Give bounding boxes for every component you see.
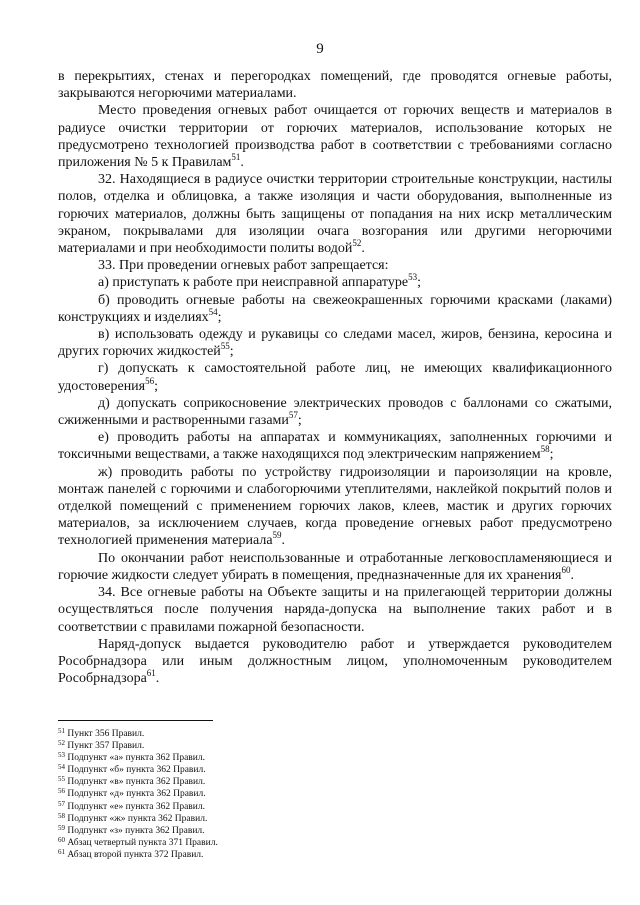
footnote-ref[interactable]: 54 bbox=[208, 306, 218, 317]
paragraph-text: 34. Все огневые работы на Объекте защиты и на прилегающей территории должны осуществляться после получения наряда-допуска на выполнение таких работ и в соответствии с правилами пожарной безопасности. bbox=[58, 585, 612, 635]
paragraph-punct: ; bbox=[417, 275, 421, 291]
paragraph bbox=[58, 274, 612, 291]
paragraph-punct: ; bbox=[229, 344, 234, 360]
paragraph bbox=[58, 102, 612, 171]
paragraph bbox=[58, 429, 612, 463]
footnote-item bbox=[58, 813, 612, 825]
paragraph-text: 32. Находящиеся в радиусе очистки территории строительные конструкции, настилы полов, отделка и облицовка, а также изоляция и части оборудования, выполненные из горючих материалов, должны быть защищены от попадания на них искр металлическим экраном, покрывалами для изоляции очага возгорания или другими негорючими материалами и при необходимости политы водой bbox=[58, 172, 612, 257]
paragraph-text: Место проведения огневых работ очищается от горючих веществ и материалов в радиусе очистки территории от горючих материалов, использование которых не предусмотрено технологией производства работ в соответствии с требованиями согласно приложения № 5 к Правилам bbox=[58, 103, 612, 171]
paragraph-text: а) приступать к работе при неисправной аппаратуре bbox=[98, 275, 409, 291]
paragraph bbox=[58, 326, 612, 360]
paragraph bbox=[58, 68, 612, 102]
footnote-item bbox=[58, 764, 612, 776]
footnote-text: Подпункт «ж» пункта 362 Правил. bbox=[67, 813, 208, 824]
paragraph-text: б) проводить огневые работы на свежеокрашенных горючими красками (лаками) конструкциях и изделиях bbox=[58, 292, 612, 325]
footnote-number: 61 bbox=[58, 847, 65, 856]
paragraph-punct: . bbox=[570, 567, 575, 583]
footnote-item bbox=[58, 728, 612, 740]
footnote-ref[interactable]: 52 bbox=[352, 238, 362, 249]
paragraph-punct: . bbox=[281, 533, 286, 549]
footnote-item bbox=[58, 776, 612, 788]
paragraph-text: 33. При проведении огневых работ запрещается: bbox=[98, 258, 389, 274]
paragraph bbox=[58, 360, 612, 394]
footnote-item bbox=[58, 825, 612, 837]
paragraph-punct: ; bbox=[217, 309, 222, 325]
footnote-item bbox=[58, 752, 612, 764]
paragraph bbox=[58, 171, 612, 257]
paragraph bbox=[58, 550, 612, 584]
paragraph-text: в) использовать одежду и рукавицы со следами масел, жиров, бензина, керосина и других горючих жидкостей bbox=[58, 327, 612, 360]
footnote-ref[interactable]: 57 bbox=[288, 410, 298, 421]
footnote-divider bbox=[58, 720, 213, 721]
paragraph-text: По окончании работ неиспользованные и отработанные легковоспламеняющиеся и горючие жидкости следует убирать в помещения, предназначенные для их хранения bbox=[58, 550, 612, 583]
footnote-number: 58 bbox=[58, 811, 65, 820]
footnote-item bbox=[58, 801, 612, 813]
footnote-ref[interactable]: 51 bbox=[231, 152, 241, 163]
footnote-text: Пункт 357 Правил. bbox=[67, 741, 145, 752]
paragraph-punct: ; bbox=[549, 447, 554, 463]
paragraph bbox=[58, 257, 612, 274]
paragraph-punct: . bbox=[155, 671, 160, 687]
footnote-ref[interactable]: 55 bbox=[220, 341, 230, 352]
paragraph-text: ж) проводить работы по устройству гидроизоляции и пароизоляции на кровле, монтаж панелей с горючими и слабогорючими утеплителями, наклейкой покрытий полов и отделкой помещений с применением горючих лаков, клеев, мастик и других горючих материалов, за исключением случаев, когда проведение огневых работ предусмотрено технологией применения материала bbox=[58, 464, 612, 549]
footnote-text: Абзац четвертый пункта 371 Правил. bbox=[67, 837, 218, 848]
footnote-item bbox=[58, 740, 612, 752]
footnote-text: Подпункт «з» пункта 362 Правил. bbox=[67, 825, 205, 836]
footnote-number: 52 bbox=[58, 739, 65, 748]
footnote-number: 53 bbox=[58, 751, 65, 760]
body-text bbox=[58, 68, 612, 687]
paragraph bbox=[58, 636, 612, 688]
footnote-ref[interactable]: 58 bbox=[540, 444, 550, 455]
footnote-text: Подпункт «д» пункта 362 Правил. bbox=[67, 789, 206, 800]
paragraph-punct: . bbox=[240, 155, 244, 171]
paragraph bbox=[58, 464, 612, 550]
footnote-text: Подпункт «б» пункта 362 Правил. bbox=[67, 765, 206, 776]
paragraph-text: в перекрытиях, стенах и перегородках помещений, где проводятся огневые работы, закрываются негорючими материалами. bbox=[58, 69, 612, 102]
paragraph bbox=[58, 292, 612, 326]
footnote-text: Пункт 356 Правил. bbox=[67, 729, 145, 739]
page-number: 9 bbox=[316, 41, 324, 57]
footnote-number: 60 bbox=[58, 835, 65, 844]
footnote-text: Подпункт «е» пункта 362 Правил. bbox=[67, 801, 205, 812]
paragraph-punct: . bbox=[361, 241, 365, 257]
footnote-number: 54 bbox=[58, 763, 65, 772]
paragraph-text: е) проводить работы на аппаратах и коммуникациях, заполненных горючими и токсичными веществами, а также находящихся под электрическим напряжением bbox=[58, 430, 612, 463]
footnote-ref[interactable]: 56 bbox=[145, 375, 155, 386]
paragraph bbox=[58, 584, 612, 636]
footnote-number: 59 bbox=[58, 823, 65, 832]
footnote-text: Абзац второй пункта 372 Правил. bbox=[67, 849, 204, 860]
paragraph-text: г) допускать к самостоятельной работе лиц, не имеющих квалификационного удостоверения bbox=[58, 361, 612, 394]
footnote-text: Подпункт «а» пункта 362 Правил. bbox=[67, 753, 205, 764]
footnote-item bbox=[58, 849, 612, 861]
footnote-item bbox=[58, 837, 612, 849]
paragraph-text: Наряд-допуск выдается руководителю работ и утверждается руководителем Рособрнадзора или иным должностным лицом, уполномоченным руководителем Рособрнадзора bbox=[58, 636, 612, 687]
footnote-ref[interactable]: 53 bbox=[408, 272, 418, 283]
footnote-number: 56 bbox=[58, 787, 65, 796]
paragraph-punct: ; bbox=[297, 413, 302, 429]
footnote-number: 51 bbox=[58, 727, 65, 735]
footnote-ref[interactable]: 60 bbox=[561, 564, 571, 575]
paragraph-punct: ; bbox=[154, 378, 159, 394]
footnote-number: 57 bbox=[58, 799, 65, 808]
footnote-text: Подпункт «в» пункта 362 Правил. bbox=[67, 777, 206, 788]
footnote-number: 55 bbox=[58, 775, 65, 784]
footnote-ref[interactable]: 61 bbox=[146, 668, 156, 679]
footnotes bbox=[58, 728, 612, 861]
paragraph-text: д) допускать соприкосновение электрических проводов с баллонами со сжатыми, сжиженными и растворенными газами bbox=[58, 395, 612, 429]
footnote-ref[interactable]: 59 bbox=[272, 530, 282, 541]
paragraph bbox=[58, 395, 612, 429]
footnote-item bbox=[58, 788, 612, 800]
